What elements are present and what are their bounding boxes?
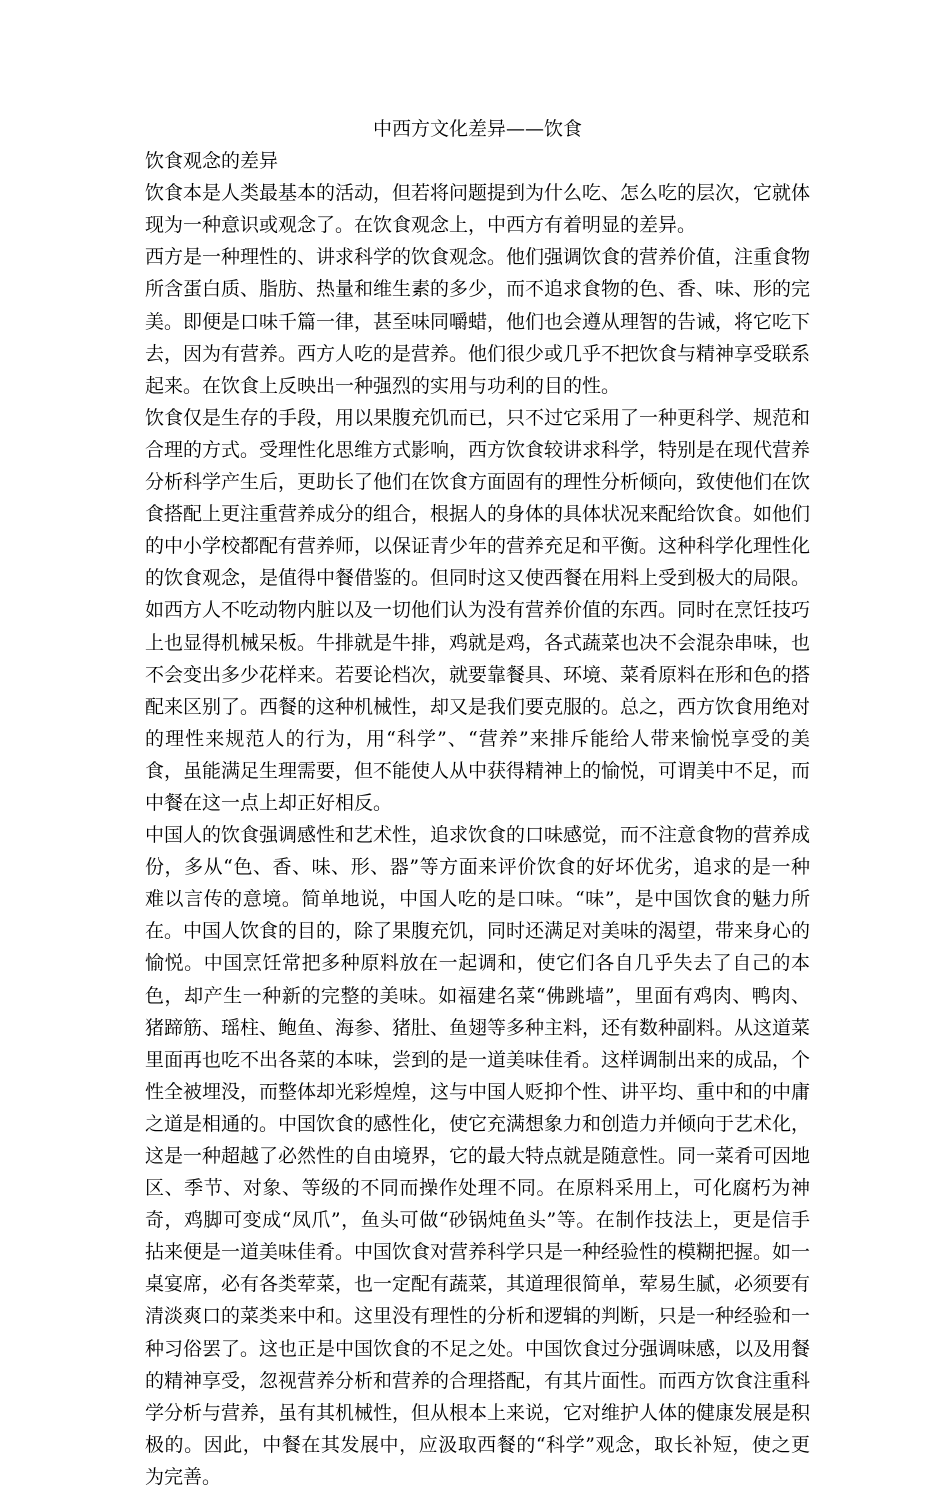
paragraph-western-concept: 西方是一种理性的、讲求科学的饮食观念。他们强调饮食的营养价值，注重食物所含蛋白质、脂肪、热量和维生素的多少，而不追求食物的色、香、味、形的完美。即便是口味千篇一律，甚至味同嚼蜡，他们也会遵从理智的告诫，将它吃下去，因为有营养。西方人吃的是营养。他们很少或几乎不把饮食与精神享受联系起来。在饮食上反映出一种强烈的实用与功利的目的性。 bbox=[145, 246, 811, 397]
paragraph-western-method: 饮食仅是生存的手段，用以果腹充饥而已，只不过它采用了一种更科学、规范和合理的方式。受理性化思维方式影响，西方饮食较讲求科学，特别是在现代营养分析科学产生后，更助长了他们在饮食方面固有的理性分析倾向，致使他们在饮食搭配上更注重营养成分的组合，根据人的身体的具体状况来配给饮食。如他们的中小学校都配有营养师，以保证青少年的营养充足和平衡。这种科学化理性化的饮食观念，是值得中餐借鉴的。但同时这又使西餐在用料上受到极大的局限。如西方人不吃动物内脏以及一切他们认为没有营养价值的东西。同时在烹饪技巧上也显得机械呆板。牛排就是牛排，鸡就是鸡，各式蔬菜也决不会混杂串味，也不会变出多少花样来。若要论档次，就要靠餐具、环境、菜肴原料在形和色的搭配来区别了。西餐的这种机械性，却又是我们要克服的。总之，西方饮食用绝对的理性来规范人的行为，用“科学”、“营养”来排斥能给人带来愉悦享受的美食，虽能满足生理需要，但不能使人从中获得精神上的愉悦，可谓美中不足，而中餐在这一点上却正好相反。 bbox=[145, 406, 811, 814]
paragraph-intro: 饮食本是人类最基本的活动，但若将问题提到为什么吃、怎么吃的层次，它就体现为一种意识或观念了。在饮食观念上，中西方有着明显的差异。 bbox=[145, 182, 811, 237]
document-title: 中西方文化差异——饮食 bbox=[372, 118, 582, 140]
paragraph-chinese-concept: 中国人的饮食强调感性和艺术性，追求饮食的口味感觉，而不注意食物的营养成份，多从“色、香、味、形、器”等方面来评价饮食的好坏优劣，追求的是一种难以言传的意境。简单地说，中国人吃的是口味。“味”，是中国饮食的魅力所在。中国人饮食的目的，除了果腹充饥，同时还满足对美味的渴望，带来身心的愉悦。中国烹饪常把多种原料放在一起调和，使它们各自几乎失去了自己的本色，却产生一种新的完整的美味。如福建名菜“佛跳墙”，里面有鸡肉、鸭肉、猪蹄筋、瑶柱、鲍鱼、海参、猪肚、鱼翅等多种主料，还有数种副料。从这道菜里面再也吃不出各菜的本味，尝到的是一道美味佳肴。这样调制出来的成品，个性全被埋没，而整体却光彩煌煌，这与中国人贬抑个性、讲平均、重中和的中庸之道是相通的。中国饮食的感性化，使它充满想象力和创造力并倾向于艺术化，这是一种超越了必然性的自由境界，它的最大特点就是随意性。同一菜肴可因地区、季节、对象、等级的不同而操作处理不同。在原料采用上，可化腐朽为神奇，鸡脚可变成“凤爪”，鱼头可做“砂锅炖鱼头”等。在制作技法上，更是信手拈来便是一道美味佳肴。中国饮食对营养科学只是一种经验性的模糊把握。如一桌宴席，必有各类荤菜，也一定配有蔬菜，其道理很简单，荤易生腻，必须要有清淡爽口的菜类来中和。这里没有理性的分析和逻辑的判断，只是一种经验和一种习俗罢了。这也正是中国饮食的不足之处。中国饮食过分强调味感，以及用餐的精神享受，忽视营养分析和营养的合理搭配，有其片面性。而西方饮食注重科学分析与营养，虽有其机械性，但从根本上来说，它对维护人体的健康发展是积极的。因此，中餐在其发展中，应汲取西餐的“科学”观念，取长补短，使之更为完善。 bbox=[145, 824, 811, 1488]
document-body bbox=[145, 113, 810, 1493]
section-heading: 饮食观念的差异 bbox=[145, 150, 279, 173]
